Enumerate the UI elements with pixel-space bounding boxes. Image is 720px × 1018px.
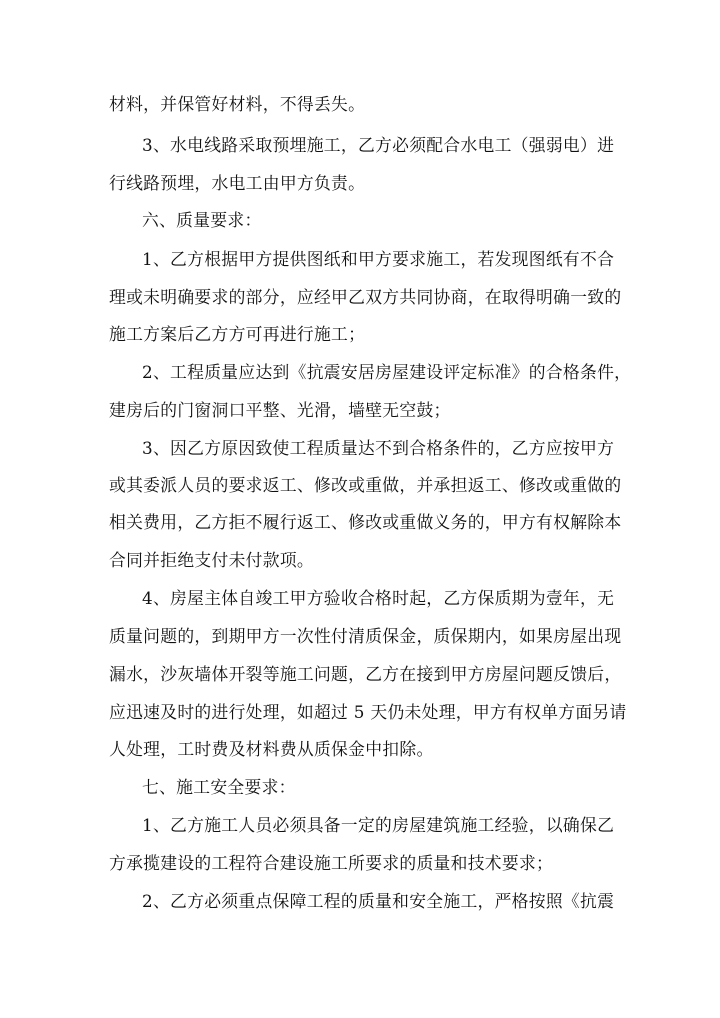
text-line: 方承揽建设的工程符合建设施工所要求的质量和技术要求； xyxy=(109,853,554,873)
text-line: 2、乙方必须重点保障工程的质量和安全施工，严格按照《抗震 xyxy=(142,891,615,911)
text-line: 理或未明确要求的部分，应经甲乙双方共同协商，在取得明确一致的 xyxy=(109,287,622,307)
text-line: 3、因乙方原因致使工程质量达不到合格条件的，乙方应按甲方 xyxy=(142,438,615,458)
text-line: 施工方案后乙方方可再进行施工； xyxy=(109,324,366,344)
section-heading: 七、施工安全要求： xyxy=(142,777,296,797)
text-line: 相关费用，乙方拒不履行返工、修改或重做义务的，甲方有权解除本 xyxy=(109,512,622,532)
text-line: 或其委派人员的要求返工、修改或重做，并承担返工、修改或重做的 xyxy=(109,475,622,495)
section-heading: 六、质量要求： xyxy=(142,210,262,230)
text-line: 1、乙方根据甲方提供图纸和甲方要求施工，若发现图纸有不合 xyxy=(142,249,615,269)
text-line: 3、水电线路采取预埋施工，乙方必须配合水电工（强弱电）进 xyxy=(142,135,615,155)
text-line: 行线路预埋，水电工由甲方负责。 xyxy=(109,173,366,193)
text-line: 漏水，沙灰墙体开裂等施工问题，乙方在接到甲方房屋问题反馈后， xyxy=(109,664,622,684)
text-line: 合同并拒绝支付未付款项。 xyxy=(109,550,314,570)
text-line: 人处理，工时费及材料费从质保金中扣除。 xyxy=(109,739,434,759)
text-line: 材料，并保管好材料，不得丢失。 xyxy=(109,94,366,114)
text-line: 2、工程质量应达到《抗震安居房屋建设评定标准》的合格条件， xyxy=(142,362,632,382)
text-line: 4、房屋主体自竣工甲方验收合格时起，乙方保质期为壹年，无 xyxy=(142,588,615,608)
text-line: 建房后的门窗洞口平整、光滑，墙壁无空鼓； xyxy=(109,400,451,420)
text-line: 应迅速及时的进行处理，如超过 5 天仍未处理，甲方有权单方面另请 xyxy=(109,702,627,722)
text-line: 质量问题的，到期甲方一次性付清质保金，质保期内，如果房屋出现 xyxy=(109,626,622,646)
text-line: 1、乙方施工人员必须具备一定的房屋建筑施工经验，以确保乙 xyxy=(142,815,615,835)
